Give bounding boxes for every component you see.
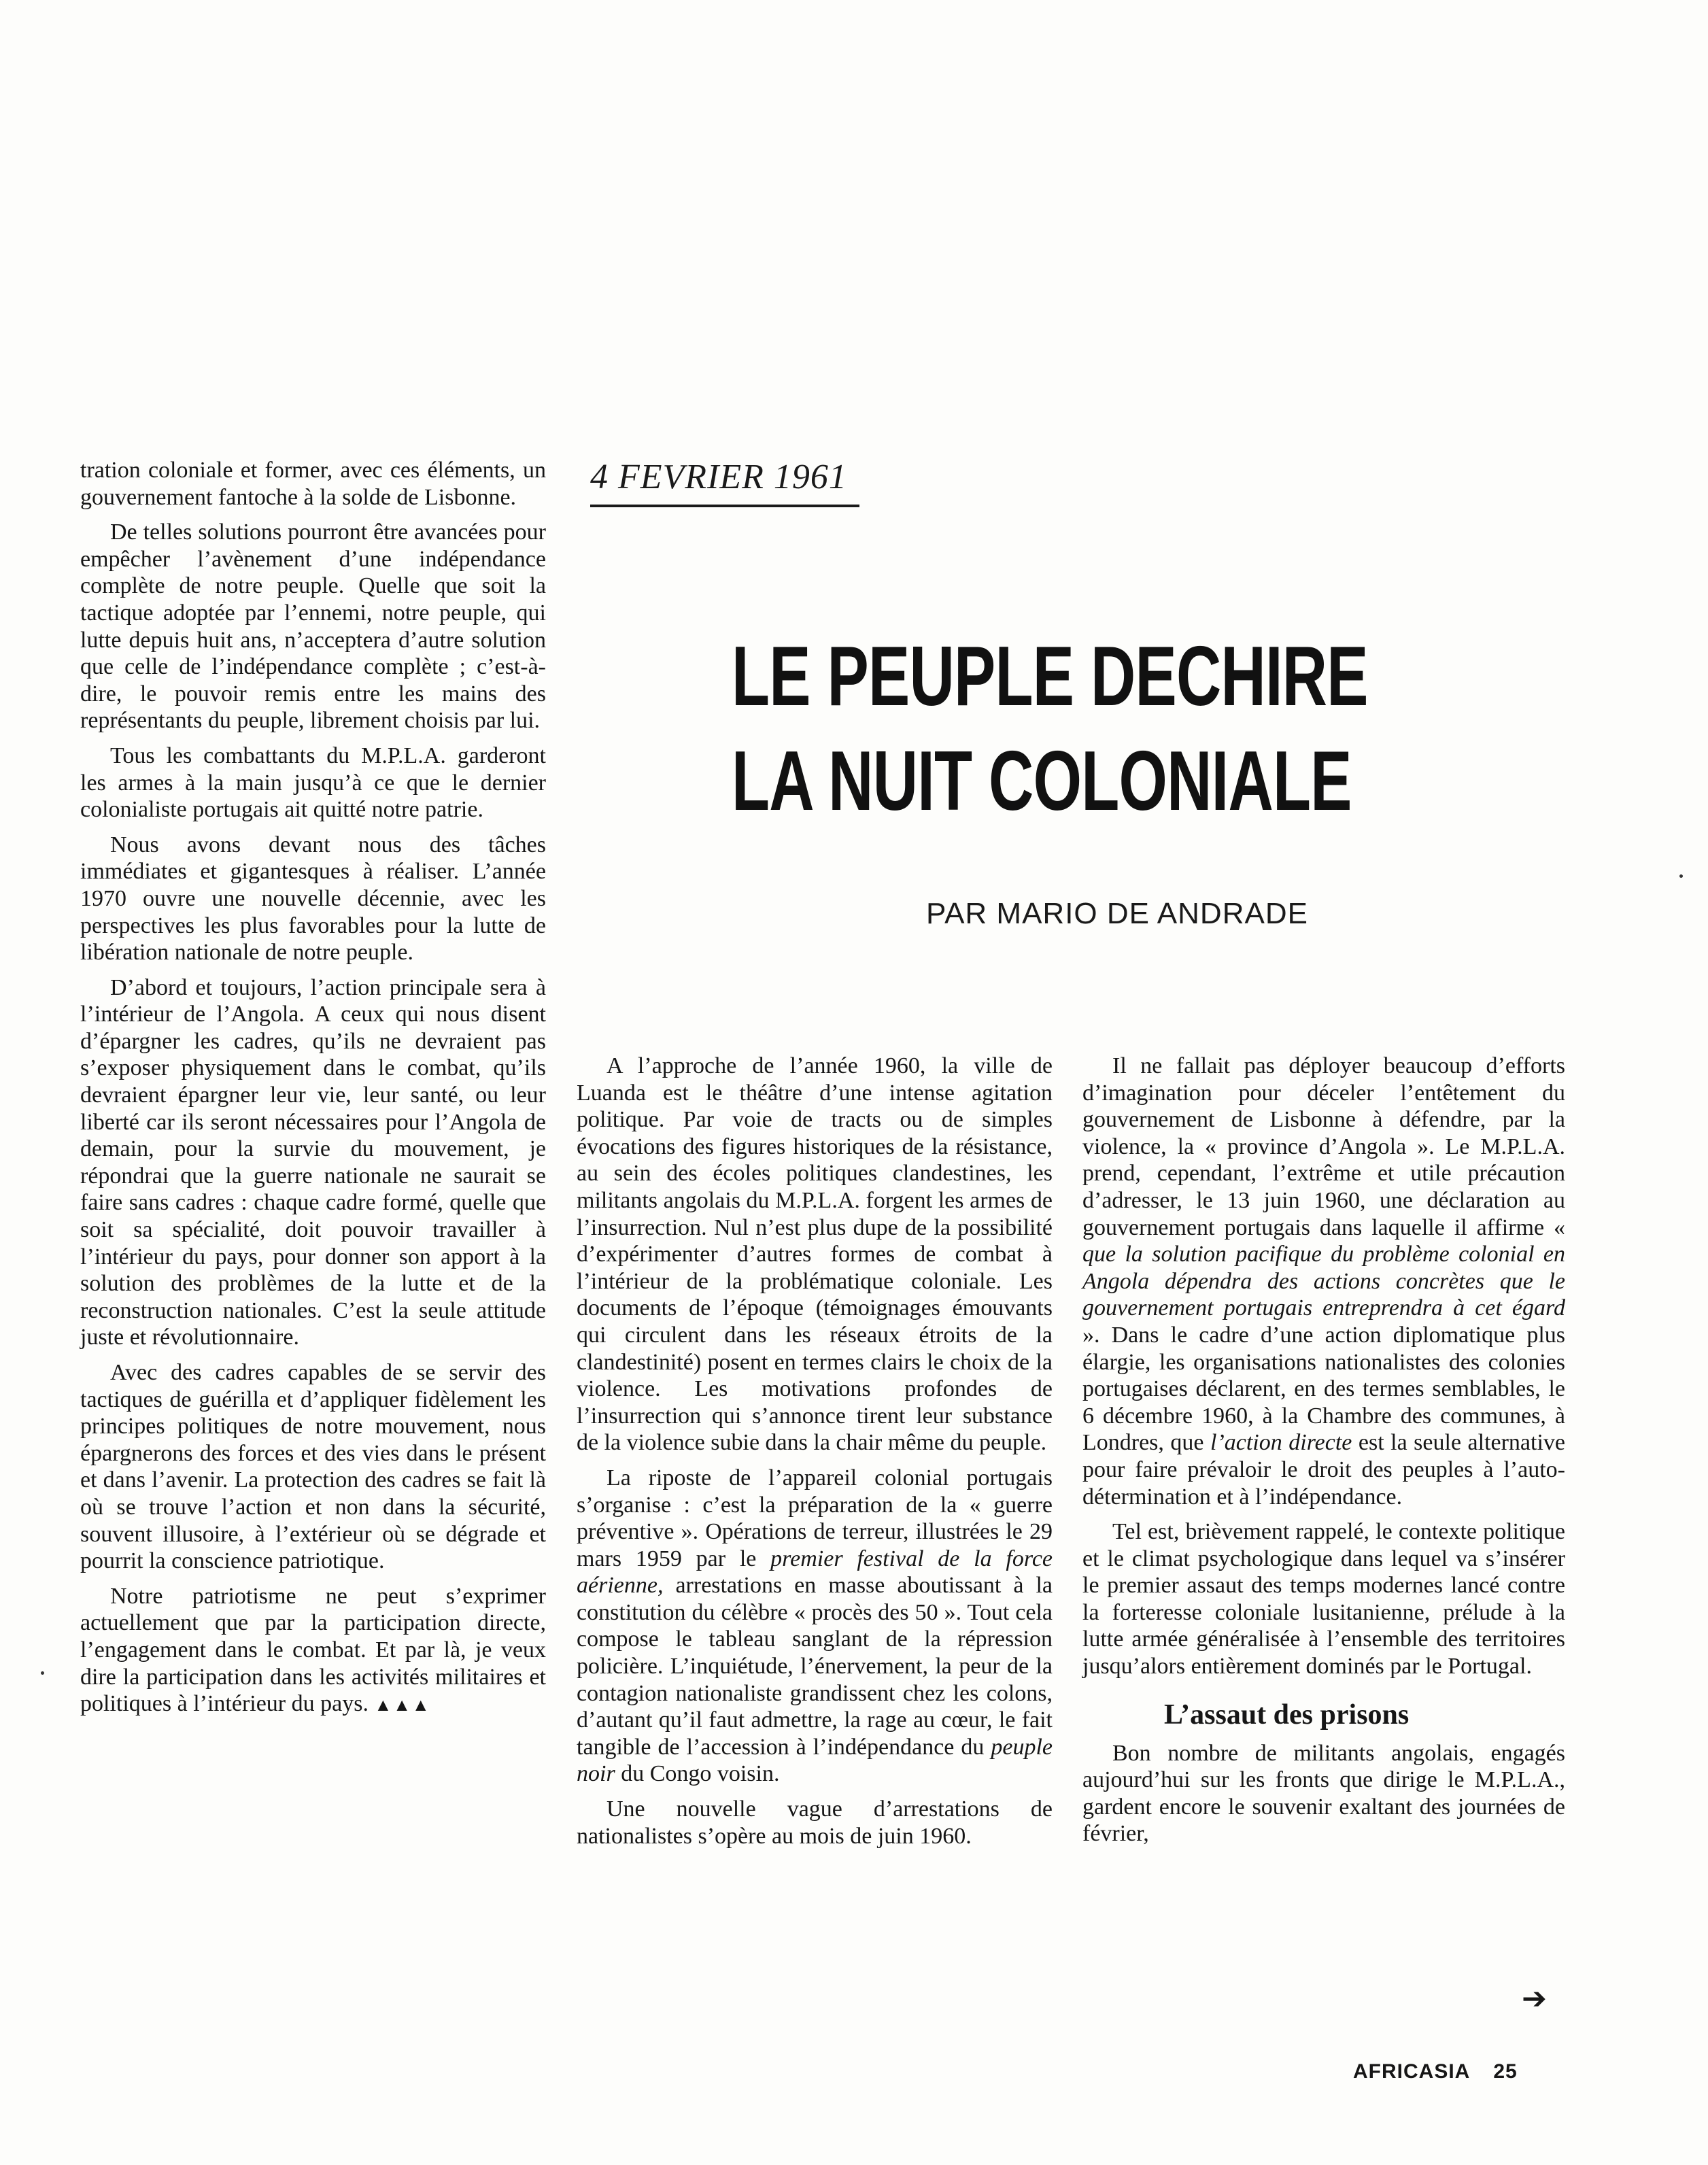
end-of-section-mark: ▲▲▲ [374, 1695, 431, 1716]
paragraph: Tel est, brièvement rappelé, le contexte politique et le climat psychologique dans lequel va s’insérer le premier assaut des temps modernes lancé contre la forteresse coloniale lusitanienne, prélude à la lutte armée généralisée à l’ensemble des territoires jusqu’alors entièrement dominés par le Portugal. [1082, 1519, 1565, 1680]
paragraph: tration coloniale et former, avec ces éléments, un gouvernement fantoche à la solde de Lisbonne. [80, 458, 546, 510]
article-headline [732, 624, 1386, 834]
italic-run: peuple noir [577, 1734, 1053, 1787]
article-date-kicker: 4 FEVRIER 1961 [590, 458, 847, 496]
paragraph: Bon nombre de militants angolais, engagés aujourd’hui sur les fronts que dirige le M.P.L.A., gardent encore le souvenir exaltant des journées de février, [1082, 1740, 1565, 1847]
page-footer [1353, 2060, 1518, 2083]
paragraph: D’abord et toujours, l’action principale sera à l’intérieur de l’Angola. A ceux qui nous disent d’épargner les cadres, qu’ils ne devraient pas s’exposer physiquement dans le combat, qu’ils devraient épargner leur vie, leur santé, ou leur liberté car ils seront nécessaires pour l’Angola de demain, pour la survie du mouvement, je répondrai que la guerre nationale ne saurait se faire sans cadres : chaque cadre formé, quelle que soit sa spécialité, doit pouvoir travailler à l’intérieur du pays, pour donner son apport à la solution des problèmes de la lutte et de la reconstruction nationales. C’est la seule attitude juste et révolutionnaire. [80, 974, 546, 1350]
paragraph: Une nouvelle vague d’arrestations de nationalistes s’opère au mois de juin 1960. [577, 1796, 1053, 1849]
text-run: du Congo voisin. [615, 1761, 780, 1787]
print-speck [41, 1671, 44, 1675]
text-run: est la seule alternative pour faire prévaloir le droit des peuples à l’autodétermination et à l’indépendance. [1082, 1430, 1565, 1510]
paragraph [577, 1465, 1053, 1788]
paragraph: Avec des cadres capables de se servir des tactiques de guérilla et d’appliquer fidèlement les principes politiques de notre mouvement, nous épargnerons des forces et des vies dans le présent et dans l’avenir. La protection des cadres se fait là où se trouve l’action et non dans la sécurité, souvent illusoire, à l’extérieur où se dégrade et pourrit la conscience patriotique. [80, 1360, 546, 1574]
paragraph-text: Notre patriotisme ne peut s’exprimer actuellement que par la participation directe, l’engagement dans le combat. Et par là, je veux dire la participation dans les activités militaires et politiques à l’intérieur du pays. [80, 1583, 546, 1717]
page-number: 25 [1493, 2060, 1518, 2083]
text-run: ». Dans le cadre d’une action diplomatique plus élargie, les organisations nationalistes des colonies portugaises déclarent, en des termes semblables, le 6 décembre 1960, à la Chambre des communes, à Londres, que [1082, 1322, 1565, 1456]
kicker-underline [590, 505, 859, 507]
article-byline: PAR MARIO DE ANDRADE [926, 897, 1308, 930]
headline-line-2: LA NUIT COLONIALE [732, 734, 1352, 828]
text-column-middle [577, 1053, 1053, 1849]
print-speck [1679, 874, 1683, 878]
headline-line-1: LE PEUPLE DECHIRE [732, 630, 1368, 723]
continue-arrow-icon: ➔ [1522, 1981, 1547, 2016]
paragraph: Nous avons devant nous des tâches immédiates et gigantesques à réaliser. L’année 1970 ouvre une nouvelle décennie, avec les perspectives les plus favorables pour la lutte de libération nationale de notre peuple. [80, 832, 546, 966]
paragraph-last [80, 1583, 546, 1719]
paragraph [1082, 1053, 1565, 1510]
text-run: arrestations en masse aboutissant à la constitution du célèbre « procès des 50 ». Tout cela compose le tableau sanglant de la répression policière. L’inquiétude, l’énervement, la peur de la contagion nationaliste grandissent chez les colons, d’autant qu’il faut admettre, la rage au cœur, le fait tangible de l’accession à l’indépendance du [577, 1573, 1053, 1760]
text-column-left [80, 457, 546, 1719]
italic-run: l’action directe [1210, 1430, 1352, 1456]
text-run: La riposte de l’appareil colonial portugais s’organise : c’est la préparation de la « guerre préventive ». Opérations de terreur, illustrées le 29 mars 1959 par le [577, 1465, 1053, 1571]
paragraph: De telles solutions pourront être avancées pour empêcher l’avènement d’une indépendance complète de notre peuple. Quelle que soit la tactique adoptée par l’ennemi, notre peuple, qui lutte depuis huit ans, n’acceptera d’autre solution que celle de l’indépendance complète ; c’est-à-dire, le pouvoir remis entre les mains des représentants du peuple, librement choisis par lui. [80, 519, 546, 734]
section-subheading: L’assaut des prisons [1164, 1699, 1410, 1731]
paragraph: Tous les combattants du M.P.L.A. garderont les armes à la main jusqu’à ce que le dernier colonialiste portugais ait quitté notre patrie. [80, 743, 546, 823]
text-column-right [1082, 1053, 1565, 1847]
italic-run: premier festival de la force aérienne, [577, 1546, 1053, 1599]
paragraph: A l’approche de l’année 1960, la ville de Luanda est le théâtre d’une intense agitation politique. Par voie de tracts ou de simples évocations des figures historiques de la résistance, au sein des écoles politiques clandestines, les militants angolais du M.P.L.A. forgent les armes de l’insurrection. Nul n’est plus dupe de la possibilité d’expérimenter d’autres formes de combat à l’intérieur de la problématique coloniale. Les documents de l’époque (témoignages émouvants qui circulent dans les réseaux étroits de la clandestinité) posent en termes clairs le choix de la violence. Les motivations profondes de l’insurrection qui s’annonce tirent leur substance de la violence subie dans la chair même du peuple. [577, 1053, 1053, 1456]
italic-quote: que la solution pacifique du problème colonial en Angola dépendra des actions concrètes que le gouvernement portugais entreprendra à cet égard [1082, 1242, 1565, 1321]
text-run: Il ne fallait pas déployer beaucoup d’efforts d’imagination pour déceler l’entêtement du gouvernement de Lisbonne à défendre, par la violence, la « province d’Angola ». Le M.P.L.A. prend, cependant, l’extrême et utile précaution d’adresser, le 13 juin 1960, une déclaration au gouvernement portugais dans laquelle il affirme « [1082, 1053, 1565, 1240]
magazine-name: AFRICASIA [1353, 2060, 1471, 2083]
